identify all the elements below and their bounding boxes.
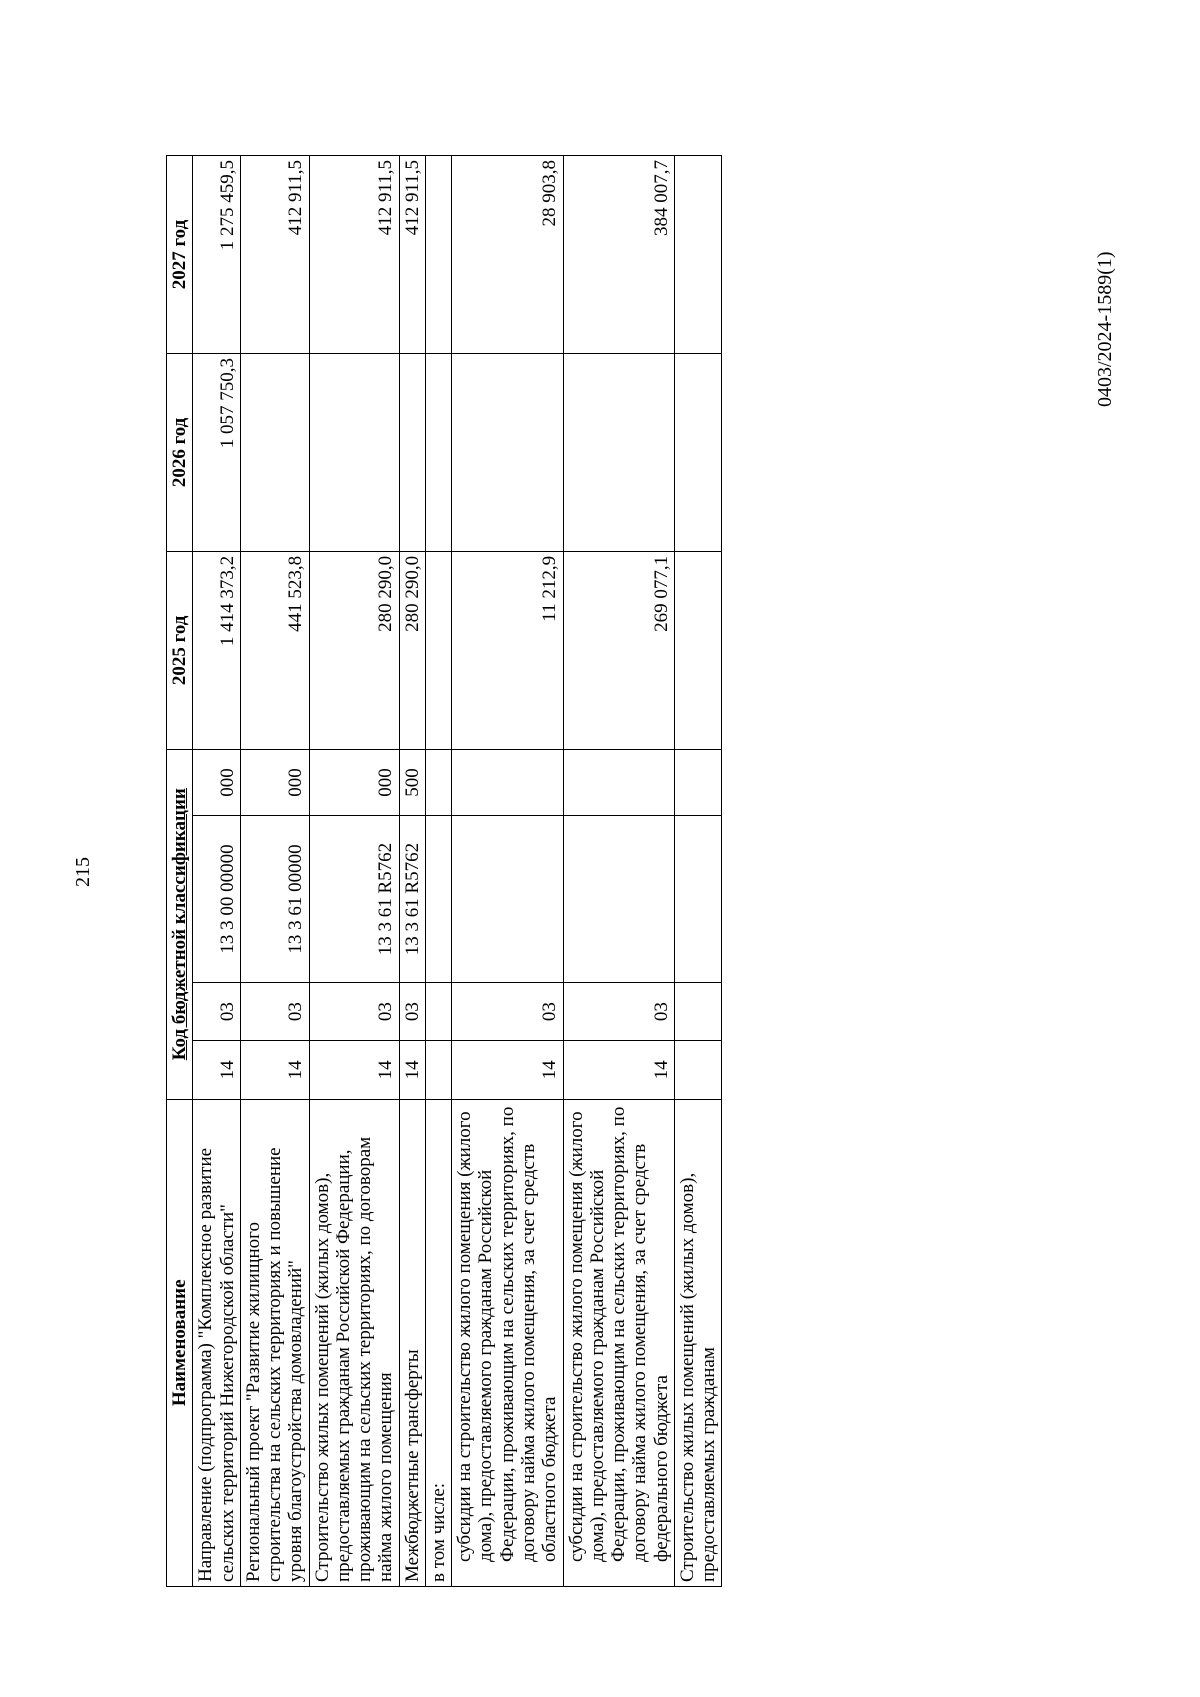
cell-name: Межбюджетные трансферты — [399, 1099, 425, 1586]
page-number: 215 — [72, 857, 94, 887]
cell-y2025: 11 212,9 — [452, 551, 563, 749]
cell-name: субсидии на строительство жилого помещения (жилого дома), предоставляемого гражданам Российской Федерации, проживающим на сельских территориях, по договору найма жилого помещения, за счет средств областного бюджета — [452, 1099, 563, 1586]
cell-name: субсидии на строительство жилого помещения (жилого дома), предоставляемого гражданам Российской Федерации, проживающим на сельских территориях, по договору найма жилого помещения, за счет средств федерального бюджета — [563, 1099, 674, 1586]
budget-table — [166, 155, 722, 1587]
cell-y2026 — [399, 353, 425, 551]
cell-c2: 03 — [452, 982, 563, 1040]
cell-y2026 — [425, 353, 451, 551]
cell-name: Направление (подпрограмма) "Комплексное развитие сельских территорий Нижегородской области" — [193, 1099, 241, 1586]
cell-c4: 500 — [399, 749, 425, 815]
cell-c4: 000 — [309, 749, 399, 815]
cell-y2025: 280 290,0 — [309, 551, 399, 749]
cell-y2025 — [674, 551, 722, 749]
cell-c1: 14 — [240, 1041, 309, 1099]
cell-c3 — [425, 816, 451, 983]
cell-y2027 — [674, 156, 722, 354]
table-row — [399, 156, 425, 1587]
header-2027: 2027 год — [167, 156, 193, 354]
cell-c3: 13 3 61 R5762 — [399, 816, 425, 983]
cell-name: Строительство жилых помещений (жилых домов), предоставляемых гражданам — [674, 1099, 722, 1586]
cell-y2027: 28 903,8 — [452, 156, 563, 354]
header-code — [167, 749, 193, 1099]
cell-c4 — [563, 749, 674, 815]
cell-c3: 13 3 61 R5762 — [309, 816, 399, 983]
cell-y2025: 441 523,8 — [240, 551, 309, 749]
cell-y2025 — [425, 551, 451, 749]
table-row — [193, 156, 241, 1587]
cell-c1 — [425, 1041, 451, 1099]
cell-y2026: 1 057 750,3 — [193, 353, 241, 551]
cell-c4 — [425, 749, 451, 815]
cell-c1: 14 — [193, 1041, 241, 1099]
cell-y2027: 412 911,5 — [240, 156, 309, 354]
cell-c4: 000 — [240, 749, 309, 815]
header-name: Наименование — [167, 1099, 193, 1586]
cell-y2027 — [425, 156, 451, 354]
cell-c2 — [425, 982, 451, 1040]
cell-y2027: 412 911,5 — [399, 156, 425, 354]
cell-c3 — [563, 816, 674, 983]
cell-name: Строительство жилых помещений (жилых домов), предоставляемых гражданам Российской Федерации, проживающим на сельских территориях, по договорам найма жилого помещения — [309, 1099, 399, 1586]
table-row — [563, 156, 674, 1587]
cell-c1: 14 — [399, 1041, 425, 1099]
cell-c1: 14 — [563, 1041, 674, 1099]
cell-y2026 — [452, 353, 563, 551]
cell-name: в том числе: — [425, 1099, 451, 1586]
cell-y2027: 1 275 459,5 — [193, 156, 241, 354]
cell-c1: 14 — [452, 1041, 563, 1099]
cell-c2: 03 — [563, 982, 674, 1040]
cell-c3: 13 3 61 00000 — [240, 816, 309, 983]
cell-y2025: 269 077,1 — [563, 551, 674, 749]
cell-c2 — [674, 982, 722, 1040]
cell-y2026 — [674, 353, 722, 551]
cell-c2: 03 — [193, 982, 241, 1040]
cell-y2027: 412 911,5 — [309, 156, 399, 354]
cell-c1 — [674, 1041, 722, 1099]
header-code-text: Код бюджетной классификации — [169, 788, 190, 1061]
header-2026: 2026 год — [167, 353, 193, 551]
table-row — [240, 156, 309, 1587]
cell-c2: 03 — [399, 982, 425, 1040]
table-row — [309, 156, 399, 1587]
table-header-row — [167, 156, 193, 1587]
table-row — [452, 156, 563, 1587]
cell-c4 — [674, 749, 722, 815]
cell-y2025: 280 290,0 — [399, 551, 425, 749]
table-row — [425, 156, 451, 1587]
cell-c2: 03 — [240, 982, 309, 1040]
table-body — [193, 156, 722, 1587]
cell-y2026 — [309, 353, 399, 551]
cell-c3: 13 3 00 00000 — [193, 816, 241, 983]
document-number: 0403/2024-1589(1) — [1094, 251, 1116, 407]
cell-c4 — [452, 749, 563, 815]
cell-c1: 14 — [309, 1041, 399, 1099]
table-row — [674, 156, 722, 1587]
cell-name: Региональный проект "Развитие жилищного строительства на сельских территориях и повышение уровня благоустройства домовладений" — [240, 1099, 309, 1586]
cell-c4: 000 — [193, 749, 241, 815]
header-2025: 2025 год — [167, 551, 193, 749]
cell-c3 — [674, 816, 722, 983]
cell-y2026 — [563, 353, 674, 551]
cell-c2: 03 — [309, 982, 399, 1040]
cell-y2026 — [240, 353, 309, 551]
cell-y2027: 384 007,7 — [563, 156, 674, 354]
cell-y2025: 1 414 373,2 — [193, 551, 241, 749]
cell-c3 — [452, 816, 563, 983]
